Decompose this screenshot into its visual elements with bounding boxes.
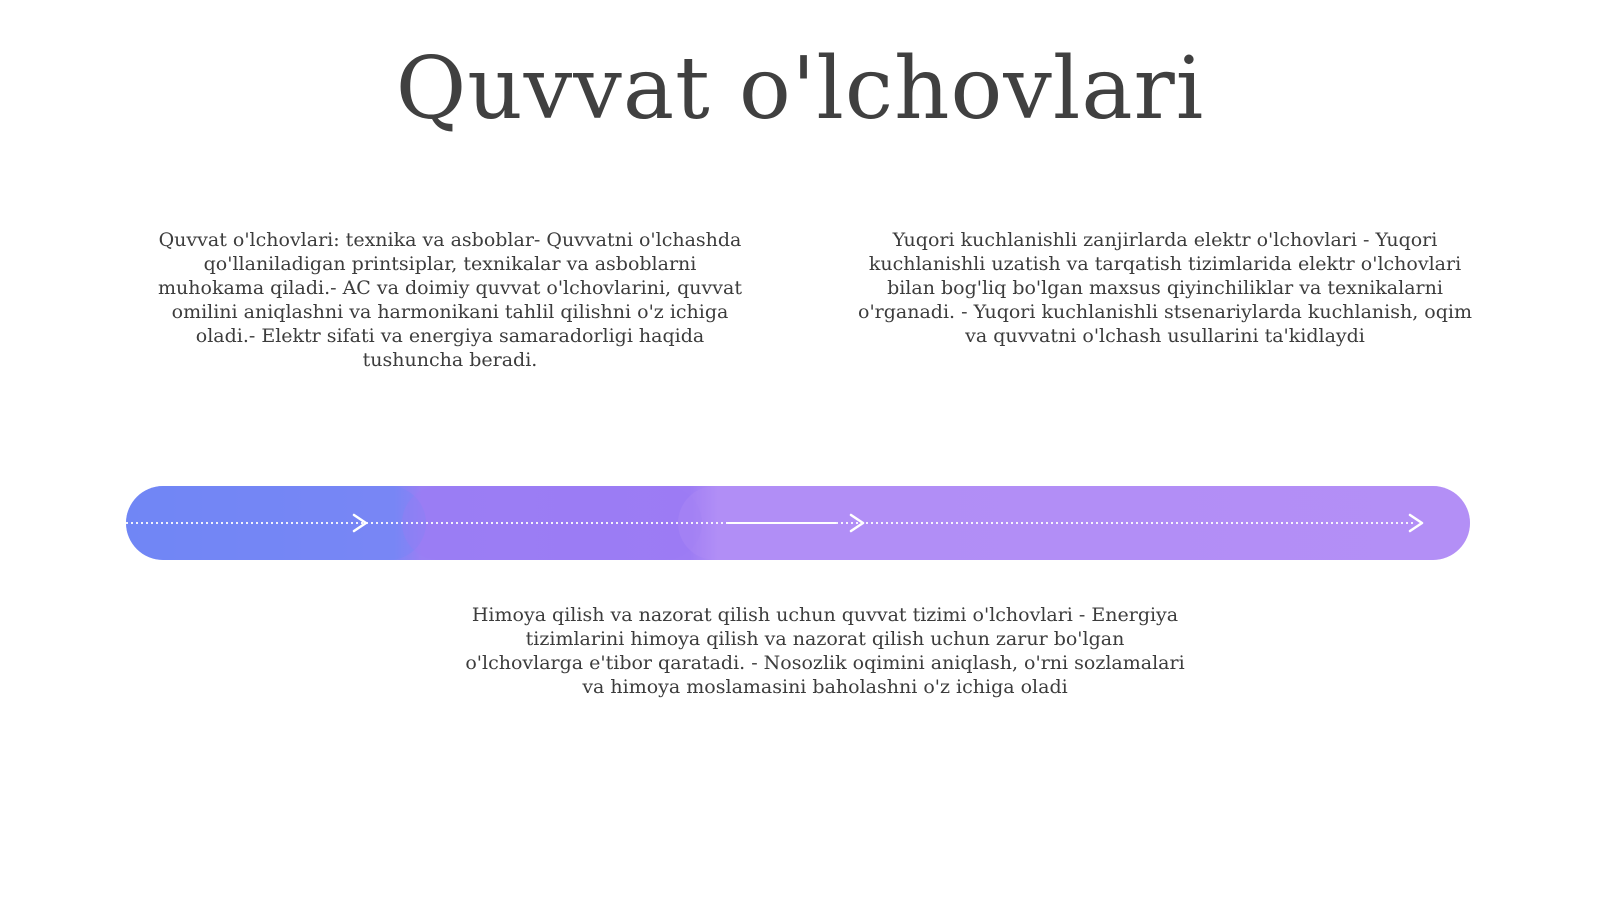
text-block-power-measurements: Quvvat o'lchovlari: texnika va asboblar- Quvvatni o'lchashda qo'llaniladigan printsiplar, texnikalar va asboblarni muhokama qiladi.- AC va doimiy quvvat o'lchovlarini, quvvat omilini aniqlashni va harmonikani tahlil qilishni o'z ichiga oladi.- Elektr sifati va energiya samaradorligi haqida tushuncha beradi. (158, 229, 742, 371)
text-block-high-voltage: Yuqori kuchlanishli zanjirlarda elektr o'lchovlari - Yuqori kuchlanishli uzatish va tarqatish tizimlarida elektr o'lchovlari bilan bog'liq bo'lgan maxsus qiyinchiliklar va texnikalarni o'rganadi. - Yuqori kuchlanishli stsenariylarda kuchlanish, oqim va quvvatni o'lchash usullarini ta'kidlaydi (858, 229, 1472, 347)
timeline-bar (126, 486, 1470, 560)
slide-title: Quvvat o'lchovlari (395, 39, 1205, 139)
text-block-protection-control: Himoya qilish va nazorat qilish uchun quvvat tizimi o'lchovlari - Energiya tizimlarini himoya qilish va nazorat qilish uchun zarur bo'lgan o'lchovlarga e'tibor qaratadi. - Nosozlik oqimini aniqlash, o'rni sozlamalari va himoya moslamasini baholashni o'z ichiga oladi (465, 604, 1185, 698)
timeline-svg (126, 486, 1470, 560)
